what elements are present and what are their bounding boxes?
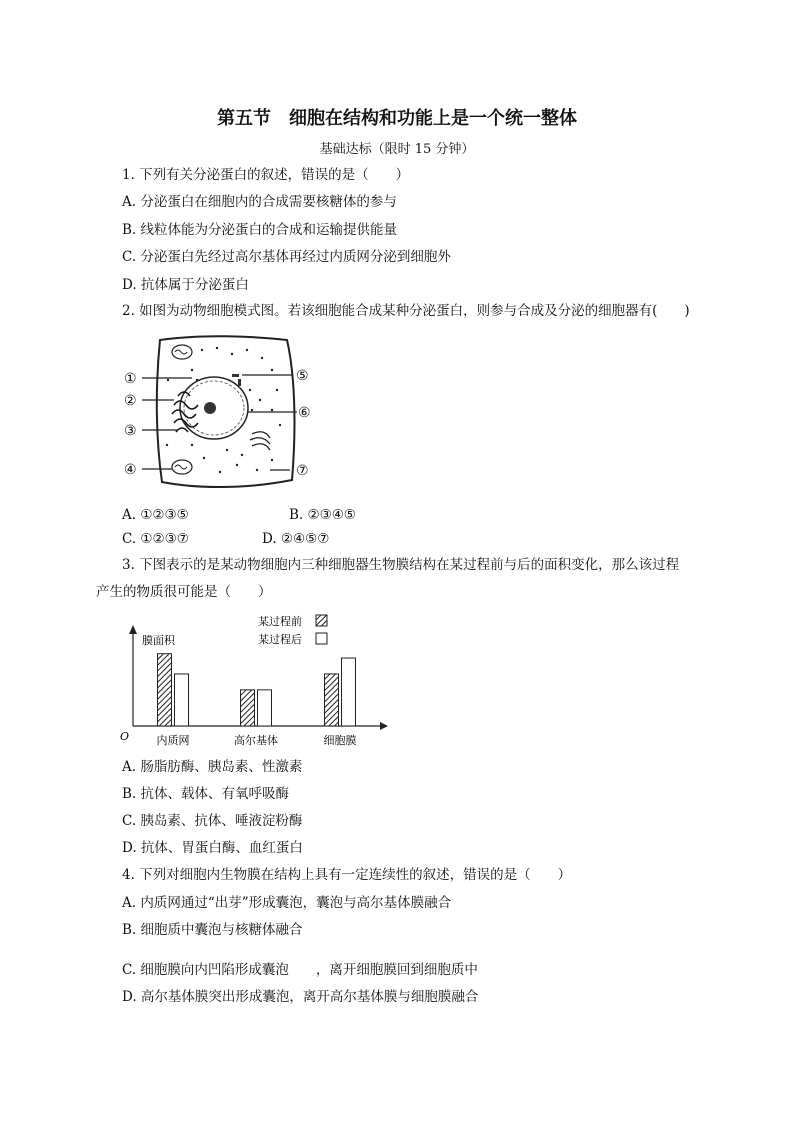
legend	[258, 614, 327, 646]
bar-before-2	[325, 674, 339, 726]
q2-option-b: B. ②③④⑤	[289, 507, 356, 523]
q4-option-d: D. 高尔基体膜突出形成囊泡，离开高尔基体膜与细胞膜融合	[122, 989, 479, 1005]
q2-stem: 2. 如图为动物细胞模式图。若该细胞能合成某种分泌蛋白，则参与合成及分泌的细胞器有( )	[122, 303, 690, 319]
q2-option-d: D. ②④⑤⑦	[262, 531, 330, 547]
q4-option-c: C. 细胞膜向内凹陷形成囊泡 ，离开细胞膜回到细胞质中	[122, 962, 478, 978]
q4-option-b: B. 细胞质中囊泡与核糖体融合	[122, 922, 303, 938]
golgi-apparatus	[250, 432, 270, 450]
label-2: ②	[124, 393, 137, 409]
q3-stem-line1: 3. 下图表示的是某动物细胞内三种细胞器生物膜结构在某过程前与后的面积变化，那么该过程	[122, 557, 680, 573]
q4-option-a: A. 内质网通过“出芽”形成囊泡，囊泡与高尔基体膜融合	[122, 895, 452, 911]
category-label-1: 高尔基体	[234, 734, 278, 747]
category-label-0: 内质网	[156, 734, 190, 747]
q2-option-a: A. ①②③⑤	[122, 507, 189, 523]
bar-after-0	[175, 674, 189, 726]
label-1: ①	[124, 371, 137, 387]
bar-after-1	[258, 690, 272, 726]
q3-option-b: B. 抗体、载体、有氧呼吸酶	[122, 786, 290, 802]
q1-option-d: D. 抗体属于分泌蛋白	[122, 277, 249, 293]
bar-after-2	[342, 658, 356, 726]
label-4: ④	[124, 462, 137, 478]
q1-option-b: B. 线粒体能为分泌蛋白的合成和运输提供能量	[122, 222, 398, 238]
y-axis-label: 膜面积	[142, 634, 175, 647]
legend-label-before: 某过程前	[258, 615, 302, 628]
x-axis-arrow	[380, 722, 388, 730]
label-3: ③	[124, 423, 137, 439]
nucleolus	[204, 402, 216, 414]
q4-stem: 4. 下列对细胞内生物膜在结构上具有一定连续性的叙述，错误的是（ ）	[122, 867, 572, 883]
legend-label-after: 某过程后	[258, 633, 302, 646]
ribosomes	[166, 347, 281, 473]
q3-stem-line2: 产生的物质很可能是（ ）	[96, 584, 272, 600]
page-title: 第五节 细胞在结构和功能上是一个统一整体	[217, 108, 577, 129]
y-axis-arrow	[129, 625, 137, 634]
label-7: ⑦	[296, 463, 309, 479]
label-6: ⑥	[298, 405, 311, 421]
label-5: ⑤	[296, 368, 309, 384]
bar-before-1	[241, 690, 255, 726]
endoplasmic-reticulum	[172, 392, 198, 432]
page-subtitle: 基础达标（限时 15 分钟）	[319, 142, 475, 157]
mitochondrion-bottom	[172, 460, 192, 474]
mitochondrion-top	[172, 345, 192, 359]
origin-label: O	[120, 730, 130, 743]
q1-option-c: C. 分泌蛋白先经过高尔基体再经过内质网分泌到细胞外	[122, 249, 451, 265]
legend-swatch-after	[316, 633, 327, 644]
q3-option-d: D. 抗体、胃蛋白酶、血红蛋白	[122, 840, 303, 856]
q3-option-a: A. 肠脂肪酶、胰岛素、性激素	[122, 759, 303, 775]
q1-stem: 1. 下列有关分泌蛋白的叙述，错误的是（ ）	[122, 167, 410, 183]
label-leaders	[142, 375, 297, 470]
category-label-2: 细胞膜	[323, 734, 357, 747]
q2-option-c: C. ①②③⑦	[122, 531, 189, 547]
bar-before-0	[158, 654, 172, 726]
q3-option-c: C. 胰岛素、抗体、唾液淀粉酶	[122, 813, 303, 829]
legend-swatch-before	[316, 615, 327, 626]
animal-cell-diagram	[122, 330, 322, 500]
membrane-area-bar-chart	[118, 608, 388, 750]
q1-option-a: A. 分泌蛋白在细胞内的合成需要核糖体的参与	[122, 194, 397, 210]
